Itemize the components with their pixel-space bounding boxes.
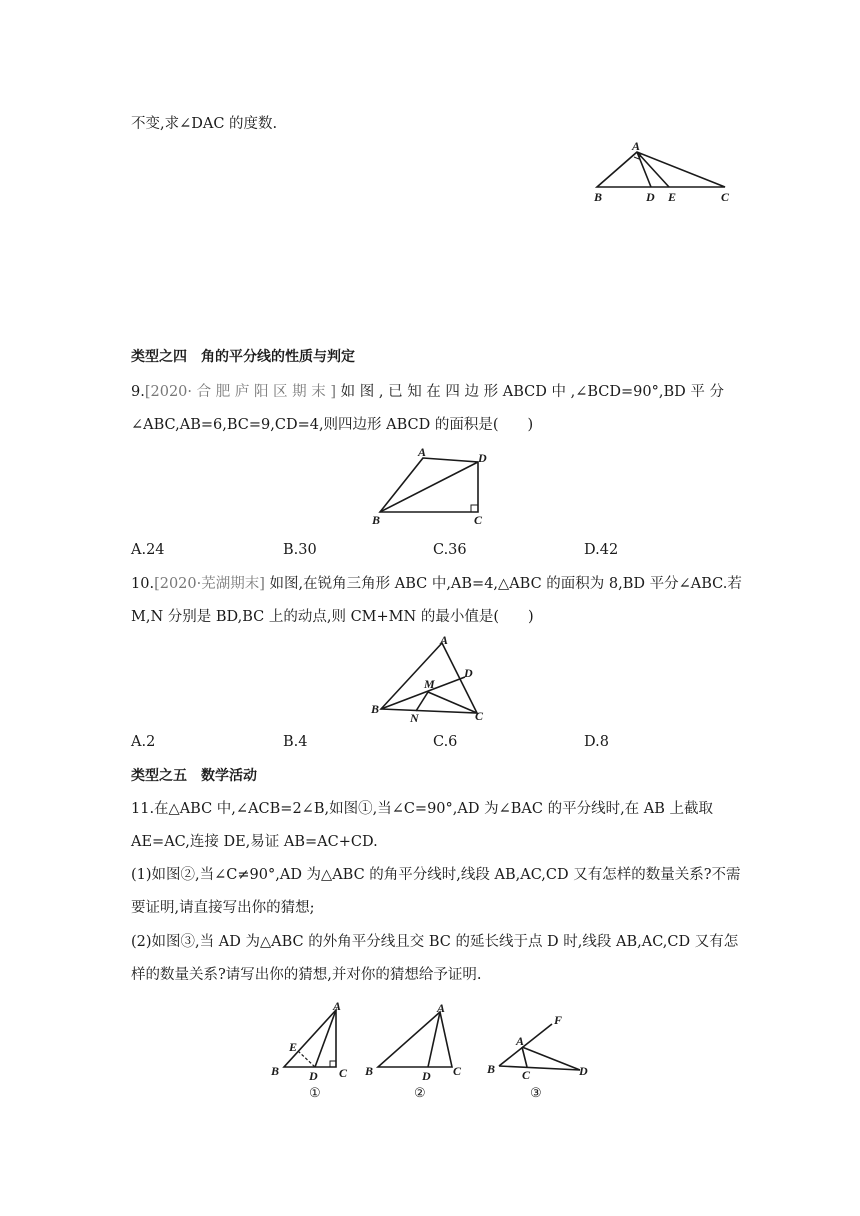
question-11-part-1-line-1: (1)如图②,当∠C≠90°,AD 为△ABC 的角平分线时,线段 AB,AC,CD 又有怎样的数量关系?不需 — [131, 867, 741, 883]
label-a: A — [418, 445, 427, 459]
question-11-part-2-line-2: 样的数量关系?请写出你的猜想,并对你的猜想给予证明. — [131, 967, 482, 983]
figure-11-2 — [362, 998, 472, 1104]
question-11-part-1-line-2: 要证明,请直接写出你的猜想; — [131, 900, 315, 916]
question-9-line-1 — [131, 382, 724, 402]
question-11-line-2: AE=AC,连接 DE,易证 AB=AC+CD. — [131, 834, 378, 850]
label-d: D — [646, 190, 655, 204]
question-number: 10. — [131, 576, 155, 592]
label-b: B — [365, 1064, 374, 1078]
label-d: D — [309, 1069, 318, 1083]
figure-caption-1: ① — [309, 1085, 321, 1100]
label-c: C — [474, 513, 483, 527]
bisector-ad — [315, 1010, 336, 1067]
label-m: M — [424, 677, 435, 691]
option-a[interactable]: A.24 — [131, 542, 165, 558]
question-text: 如图,在锐角三角形 ABC 中,AB=4,△ABC 的面积为 8,BD 平分∠ABC.若 — [264, 576, 742, 592]
label-b: B — [487, 1062, 496, 1076]
figure-caption-2: ② — [414, 1085, 426, 1100]
label-b: B — [372, 513, 381, 527]
segment-cm — [428, 692, 477, 713]
label-d: D — [422, 1069, 431, 1083]
question-text: 如 图 , 已 知 在 四 边 形 ABCD 中 ,∠BCD=90°,BD 平 分 — [336, 384, 724, 400]
segment-ae — [637, 152, 669, 187]
label-n: N — [410, 711, 419, 725]
section-heading-5: 类型之五 数学活动 — [131, 768, 257, 784]
question-10-line-2: M,N 分别是 BD,BC 上的动点,则 CM+MN 的最小值是( ) — [131, 609, 534, 625]
label-d: D — [464, 666, 473, 680]
figure-problem-8 — [590, 140, 740, 210]
label-c: C — [453, 1064, 462, 1078]
label-b: B — [594, 190, 603, 204]
triangle-abc — [284, 1010, 336, 1067]
section-heading-4: 类型之四 角的平分线的性质与判定 — [131, 349, 355, 365]
right-angle-mark — [471, 505, 478, 512]
label-a: A — [516, 1034, 525, 1048]
label-c: C — [475, 709, 484, 723]
option-a[interactable]: A.2 — [131, 734, 156, 750]
label-a: A — [333, 999, 342, 1013]
label-b: B — [271, 1064, 280, 1078]
question-11-line-1: 11.在△ABC 中,∠ACB=2∠B,如图①,当∠C=90°,AD 为∠BAC 的平分线时,在 AB 上截取 — [131, 801, 714, 817]
option-b[interactable]: B.4 — [283, 734, 308, 750]
question-number: 9. — [131, 384, 145, 400]
label-c: C — [339, 1066, 348, 1080]
right-angle-mark — [330, 1061, 336, 1067]
bisector-bd — [381, 677, 465, 709]
question-9-line-2: ∠ABC,AB=6,BC=9,CD=4,则四边形 ABCD 的面积是( ) — [131, 417, 534, 433]
label-d: D — [579, 1064, 588, 1078]
option-c[interactable]: C.6 — [433, 734, 458, 750]
diagonal-bd — [380, 462, 478, 512]
figure-11-1 — [268, 998, 358, 1104]
option-d[interactable]: D.42 — [584, 542, 619, 558]
bisector-ad — [522, 1047, 580, 1070]
label-f: F — [554, 1013, 563, 1027]
label-e: E — [289, 1040, 298, 1054]
label-a: A — [437, 1001, 446, 1015]
segment-ac — [522, 1047, 527, 1067]
label-a: A — [632, 139, 641, 153]
label-c: C — [522, 1068, 531, 1082]
segment-de — [298, 1051, 315, 1067]
question-source: [2020·芜湖期末] — [154, 576, 265, 592]
option-b[interactable]: B.30 — [283, 542, 317, 558]
figure-question-9 — [368, 446, 498, 530]
figure-11-3 — [484, 984, 594, 1104]
figure-question-10 — [368, 632, 498, 724]
label-e: E — [668, 190, 677, 204]
question-11-part-2-line-1: (2)如图③,当 AD 为△ABC 的外角平分线且交 BC 的延长线于点 D 时,线段 AB,AC,CD 又有怎 — [131, 934, 739, 950]
label-b: B — [371, 702, 380, 716]
triangle-abc — [378, 1012, 452, 1067]
option-c[interactable]: C.36 — [433, 542, 467, 558]
question-10-line-1 — [131, 574, 742, 594]
label-d: D — [478, 451, 487, 465]
line-bd — [499, 1066, 580, 1070]
triangle-abc — [597, 152, 725, 187]
option-d[interactable]: D.8 — [584, 734, 609, 750]
figure-caption-3: ③ — [530, 1085, 542, 1100]
question-source: [2020· 合 肥 庐 阳 区 期 末 ] — [144, 384, 337, 400]
label-c: C — [721, 190, 730, 204]
label-a: A — [440, 633, 449, 647]
problem-8-continuation: 不变,求∠DAC 的度数. — [131, 116, 278, 132]
